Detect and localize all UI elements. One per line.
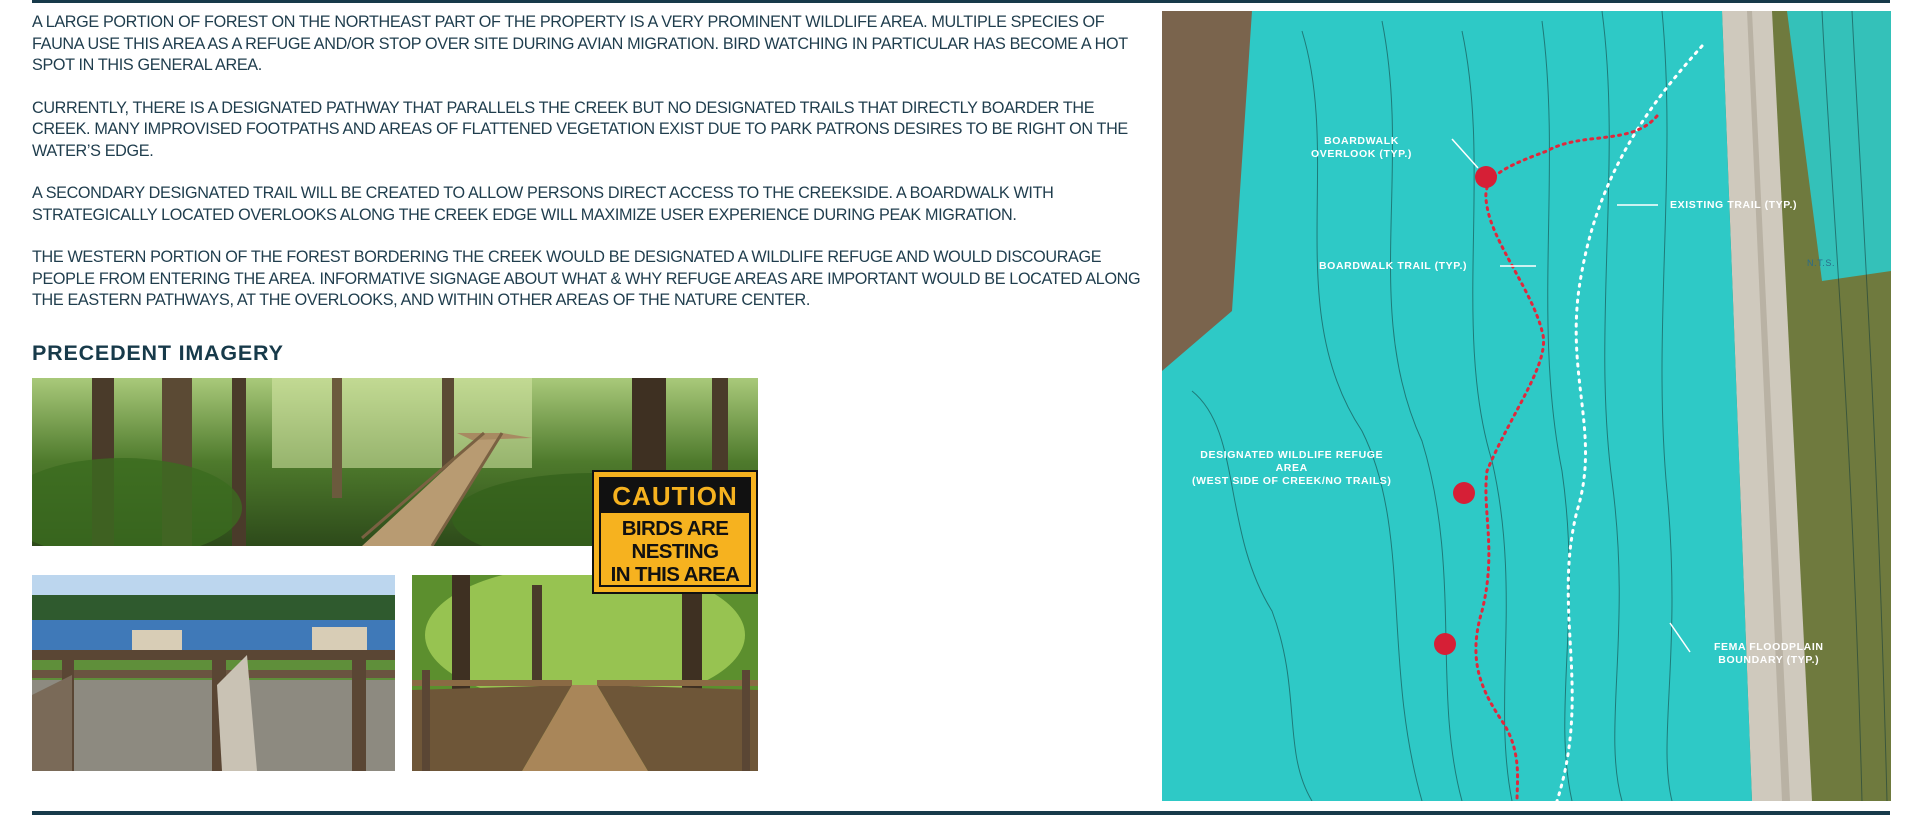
wildlife-refuge-label: [1192, 449, 1391, 488]
label-line: (WEST SIDE OF CREEK/NO TRAILS): [1192, 475, 1392, 487]
label-line: AREA: [1275, 462, 1308, 474]
label-line: OVERLOOK (TYP.): [1311, 148, 1412, 160]
overlook-marker: [1453, 482, 1475, 504]
boardwalk-overlook-label: [1311, 135, 1412, 161]
caution-sign-message: [601, 517, 749, 586]
floodplain-area: [1162, 11, 1752, 801]
caution-sign-line: IN THIS AREA: [610, 563, 740, 586]
caution-sign-frame: [599, 477, 751, 587]
existing-trail-label: EXISTING TRAIL (TYP.): [1670, 199, 1798, 211]
caution-sign: [592, 470, 758, 594]
label-line: DESIGNATED WILDLIFE REFUGE: [1200, 449, 1384, 461]
paragraph-wildlife-refuge: THE WESTERN PORTION OF THE FOREST BORDERING THE CREEK WOULD BE DESIGNATED A WILDLIFE REFUGE AND WOULD DISCOURAGE PEOPLE FROM ENTERING THE AREA. INFORMATIVE SIGNAGE ABOUT WHAT & WHY REFUGE AREAS ARE IMPORTANT WOULD BE LOCATED ALONG THE EASTERN PATHWAYS, AT THE OVERLOOKS, AND WITHIN OTHER AREAS OF THE NATURE CENTER.: [32, 248, 1141, 309]
caution-sign-line: BIRDS ARE: [621, 517, 729, 540]
forest-bridge-photo: [412, 575, 758, 771]
caution-sign-line: NESTING: [631, 540, 719, 563]
boardwalk-trail-label: BOARDWALK TRAIL (TYP.): [1319, 260, 1468, 272]
precedent-imagery-heading: PRECEDENT IMAGERY: [32, 341, 284, 365]
top-rule: [32, 0, 1890, 3]
label-line: BOARDWALK: [1324, 135, 1399, 147]
paragraph-wildlife-area: A LARGE PORTION OF FOREST ON THE NORTHEAST PART OF THE PROPERTY IS A VERY PROMINENT WILDLIFE AREA. MULTIPLE SPECIES OF FAUNA USE THIS AREA AS A REFUGE AND/OR STOP OVER SITE DURING AVIAN MIGRATION. BIRD WATCHING IN PARTICULAR HAS BECOME A HOT SPOT IN THIS GENERAL AREA.: [32, 13, 1128, 74]
scale-note: N.T.S.: [1807, 258, 1836, 268]
overlook-marker: [1475, 166, 1497, 188]
overlook-marker: [1434, 633, 1456, 655]
paragraph-current-pathway: CURRENTLY, THERE IS A DESIGNATED PATHWAY THAT PARALLELS THE CREEK BUT NO DESIGNATED TRAILS THAT DIRECTLY BOARDER THE CREEK. MANY IMPROVISED FOOTPATHS AND AREAS OF FLATTENED VEGETATION EXIST DUE TO PARK PATRONS DESIRES TO BE RIGHT ON THE WATER’S EDGE.: [32, 98, 1128, 160]
lake-overlook-photo: [32, 575, 395, 771]
caution-sign-title: CAUTION: [601, 479, 749, 513]
fema-floodplain-label: [1714, 641, 1824, 667]
site-map: [1162, 11, 1891, 801]
label-line: FEMA FLOODPLAIN: [1714, 641, 1824, 653]
description-text: [32, 12, 1142, 333]
paragraph-secondary-trail: A SECONDARY DESIGNATED TRAIL WILL BE CREATED TO ALLOW PERSONS DIRECT ACCESS TO THE CREEKSIDE. A BOARDWALK WITH STRATEGICALLY LOCATED OVERLOOKS ALONG THE CREEK EDGE WILL MAXIMIZE USER EXPERIENCE DURING PEAK MIGRATION.: [32, 184, 1054, 224]
bottom-rule: [32, 811, 1890, 815]
label-line: BOUNDARY (TYP.): [1718, 654, 1820, 666]
